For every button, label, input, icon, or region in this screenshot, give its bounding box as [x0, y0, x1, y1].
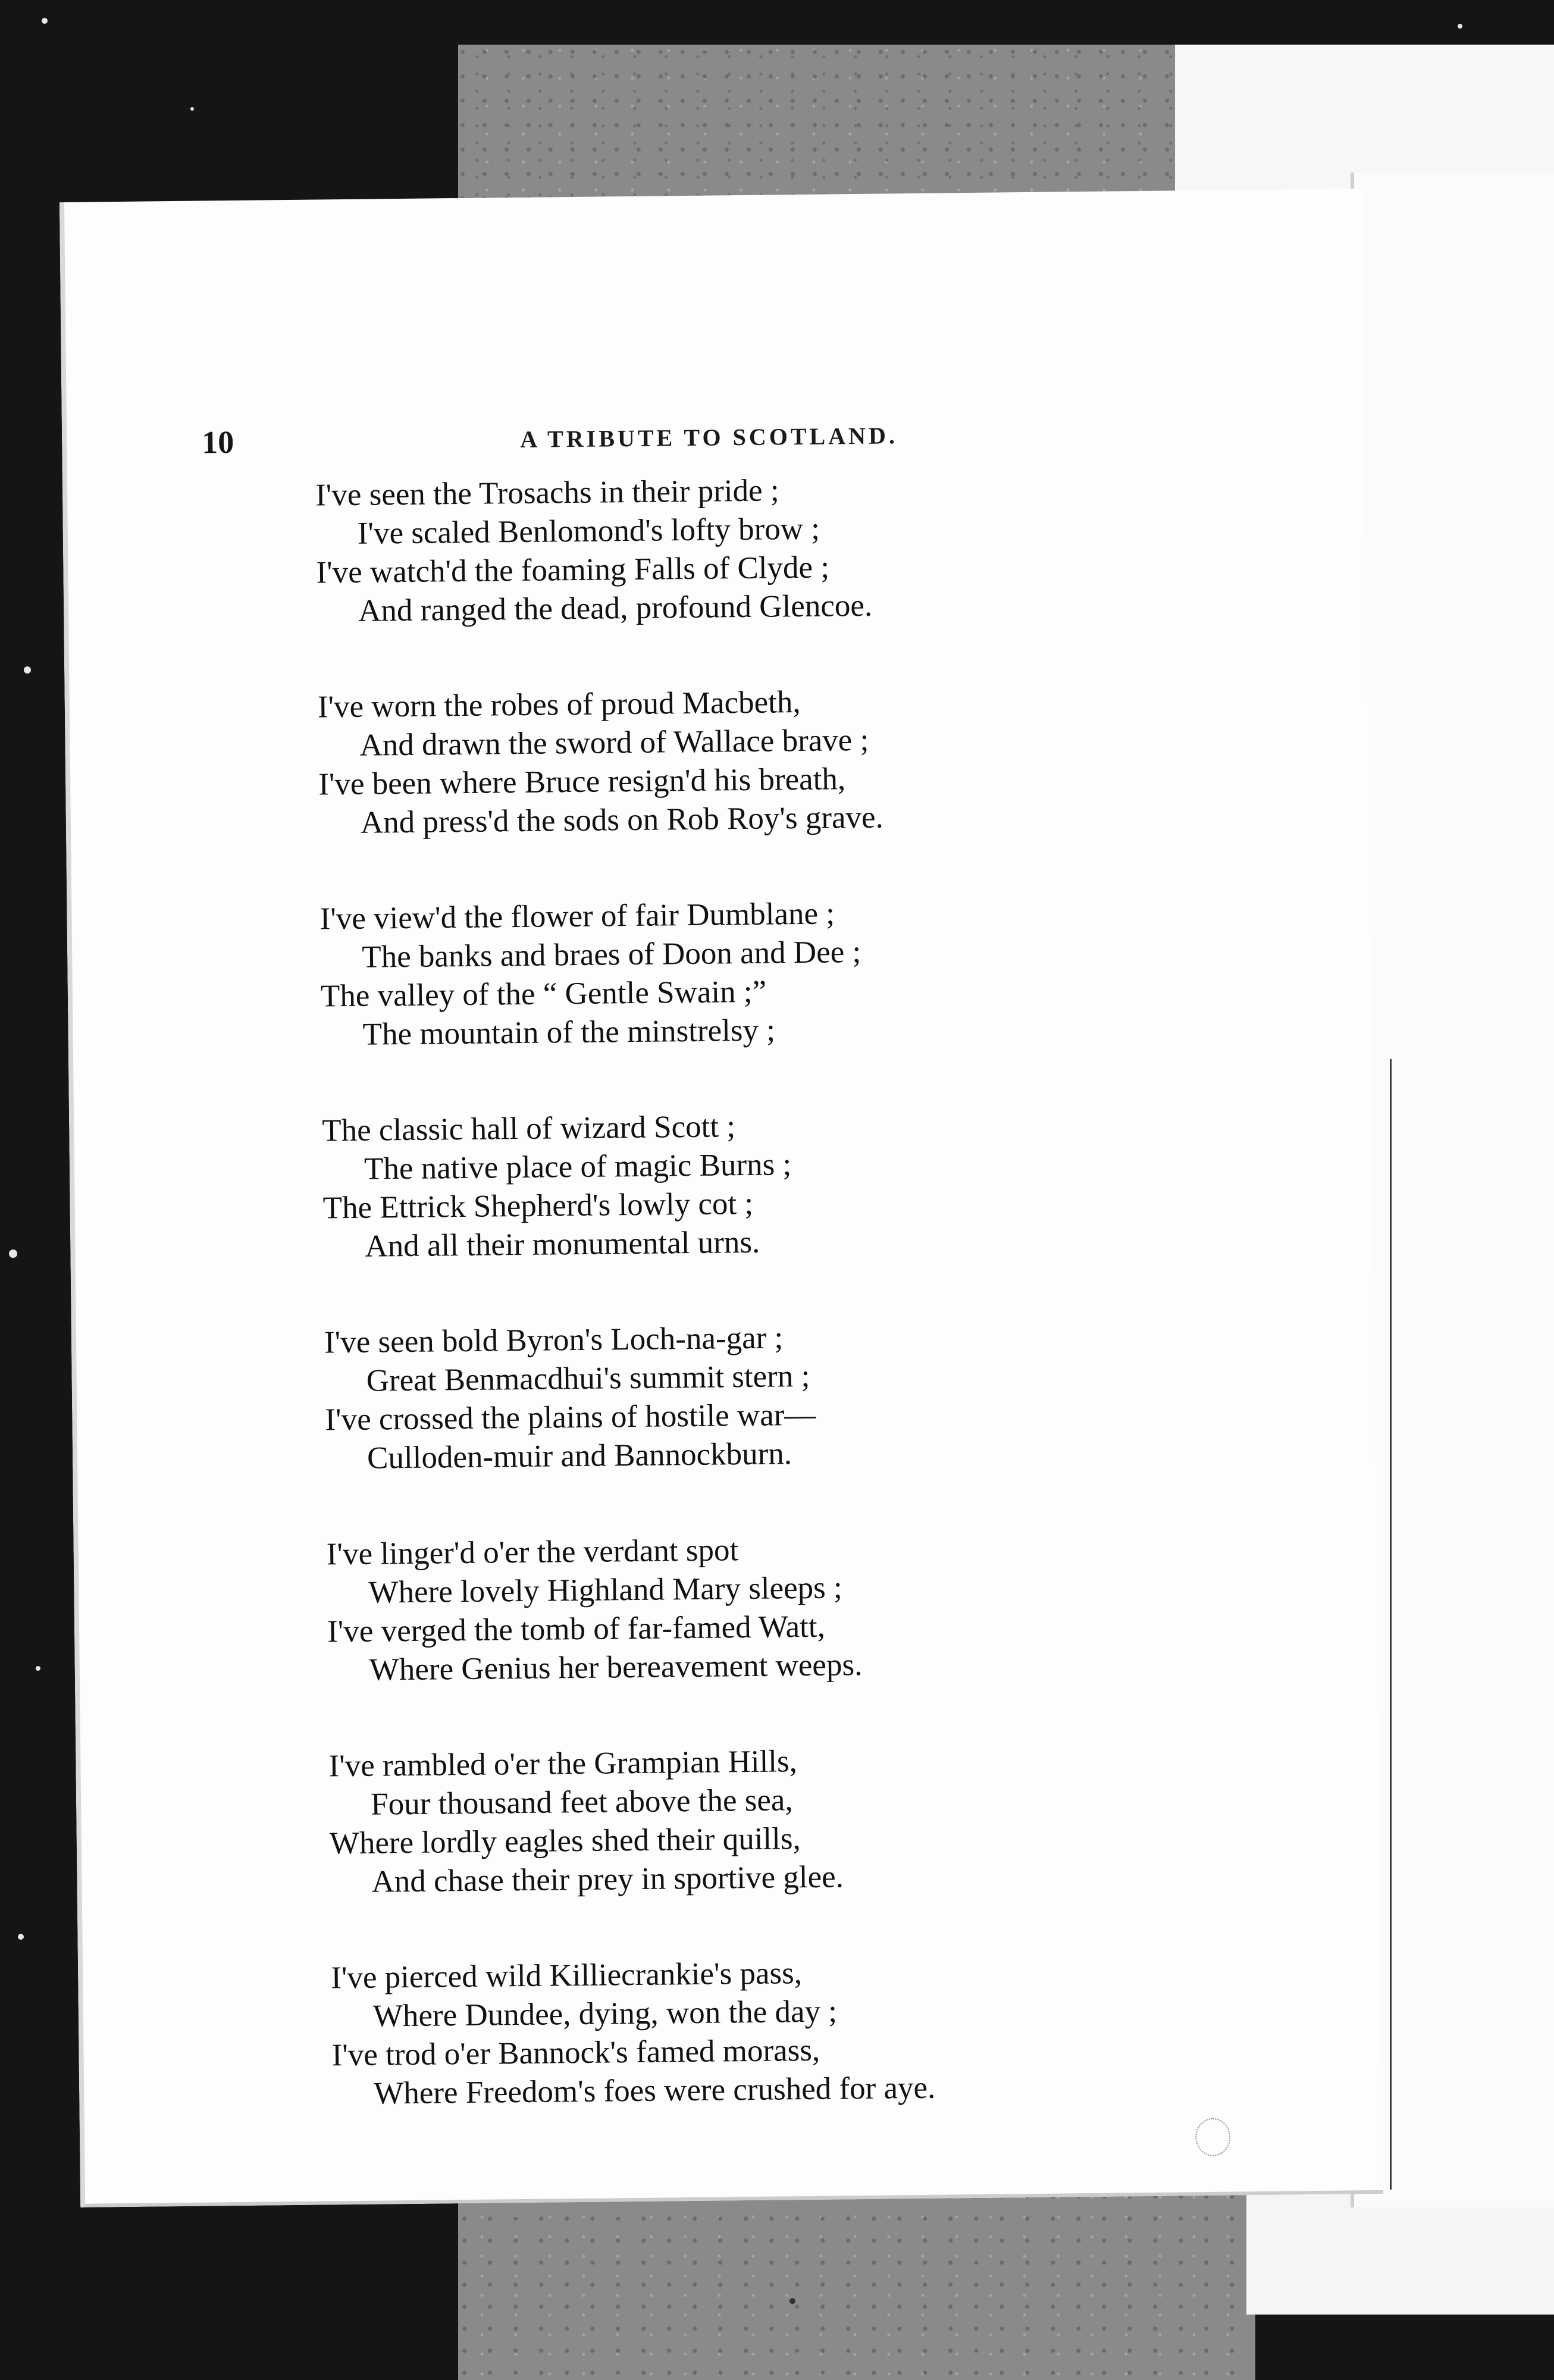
poem-line: I've seen the Trosachs in their pride ; — [315, 473, 779, 513]
running-head — [202, 414, 1214, 472]
facing-page — [1351, 173, 1554, 2207]
poem-line: And all their monumental urns. — [365, 1225, 760, 1264]
stanza-4 — [322, 1103, 1216, 1267]
background-speck — [9, 1250, 17, 1258]
poem-line: The valley of the “ Gentle Swain ;” — [320, 974, 767, 1014]
stanza-3 — [319, 891, 1214, 1055]
poem — [315, 467, 1226, 2171]
poem-line: Where Genius her bereavement weeps. — [369, 1648, 863, 1687]
poem-line: I've been where Bruce resign'd his breath, — [318, 762, 846, 802]
poem-line: Great Benmacdhui's summit stern ; — [366, 1358, 810, 1398]
poem-line: I've view'd the flower of fair Dumblane ; — [319, 896, 835, 937]
stanza-6 — [326, 1526, 1220, 1690]
poem-line: I've rambled o'er the Grampian Hills, — [328, 1744, 798, 1784]
poem-line: And drawn the sword of Wallace brave ; — [359, 722, 869, 763]
background-speck — [36, 1666, 40, 1671]
background-speck — [42, 18, 48, 24]
stanza-8 — [331, 1950, 1225, 2114]
poem-line: I've crossed the plains of hostile war— — [325, 1397, 816, 1438]
page-number: 10 — [201, 424, 234, 461]
poem-line: I've linger'd o'er the verdant spot — [326, 1533, 739, 1572]
poem-line: Where lovely Highland Mary sleeps ; — [368, 1570, 843, 1610]
background-speck — [18, 1934, 24, 1940]
stanza-7 — [328, 1738, 1223, 1902]
poem-line: The banks and braes of Doon and Dee ; — [362, 934, 861, 975]
poem-line: And ranged the dead, profound Glencoe. — [358, 588, 873, 628]
ink-smudge — [1195, 2118, 1231, 2157]
poem-line: I've pierced wild Killiecrankie's pass, — [330, 1956, 803, 1996]
poem-line: Where Freedom's foes were crushed for aye. — [374, 2070, 936, 2111]
poem-line: I've worn the robes of proud Macbeth, — [317, 685, 801, 725]
page-fold-line — [1390, 1059, 1392, 2190]
poem-line: Culloden-muir and Bannockburn. — [366, 1436, 792, 1476]
background-speck — [24, 666, 31, 674]
book-page — [59, 189, 1383, 2207]
background-speck — [1458, 24, 1462, 29]
poem-line: The native place of magic Burns ; — [364, 1147, 792, 1186]
poem-line: Four thousand feet above the sea, — [370, 1783, 793, 1822]
running-title: A TRIBUTE TO SCOTLAND. — [519, 422, 898, 453]
poem-line: The Ettrick Shepherd's lowly cot ; — [322, 1186, 754, 1226]
poem-line: And chase their prey in sportive glee. — [371, 1859, 844, 1899]
poem-line: The classic hall of wizard Scott ; — [322, 1109, 736, 1148]
poem-line: The mountain of the minstrelsy ; — [362, 1013, 776, 1052]
poem-line: I've seen bold Byron's Loch-na-gar ; — [324, 1320, 784, 1360]
poem-line: I've trod o'er Bannock's famed morass, — [331, 2033, 820, 2073]
stanza-5 — [324, 1314, 1218, 1479]
poem-line: Where Dundee, dying, won the day ; — [372, 1994, 838, 2034]
poem-line: I've watch'd the foaming Falls of Clyde ; — [316, 550, 830, 590]
poem-line: And press'd the sods on Rob Roy's grave. — [360, 800, 884, 840]
poem-line: I've scaled Benlomond's lofty brow ; — [357, 511, 820, 551]
background-speck — [190, 107, 194, 111]
stanza-1 — [315, 467, 1210, 631]
poem-line: Where lordly eagles shed their quills, — [329, 1821, 801, 1861]
stanza-2 — [318, 679, 1212, 843]
printer-dot — [789, 2298, 795, 2304]
poem-line: I've verged the tomb of far-famed Watt, — [327, 1609, 826, 1649]
